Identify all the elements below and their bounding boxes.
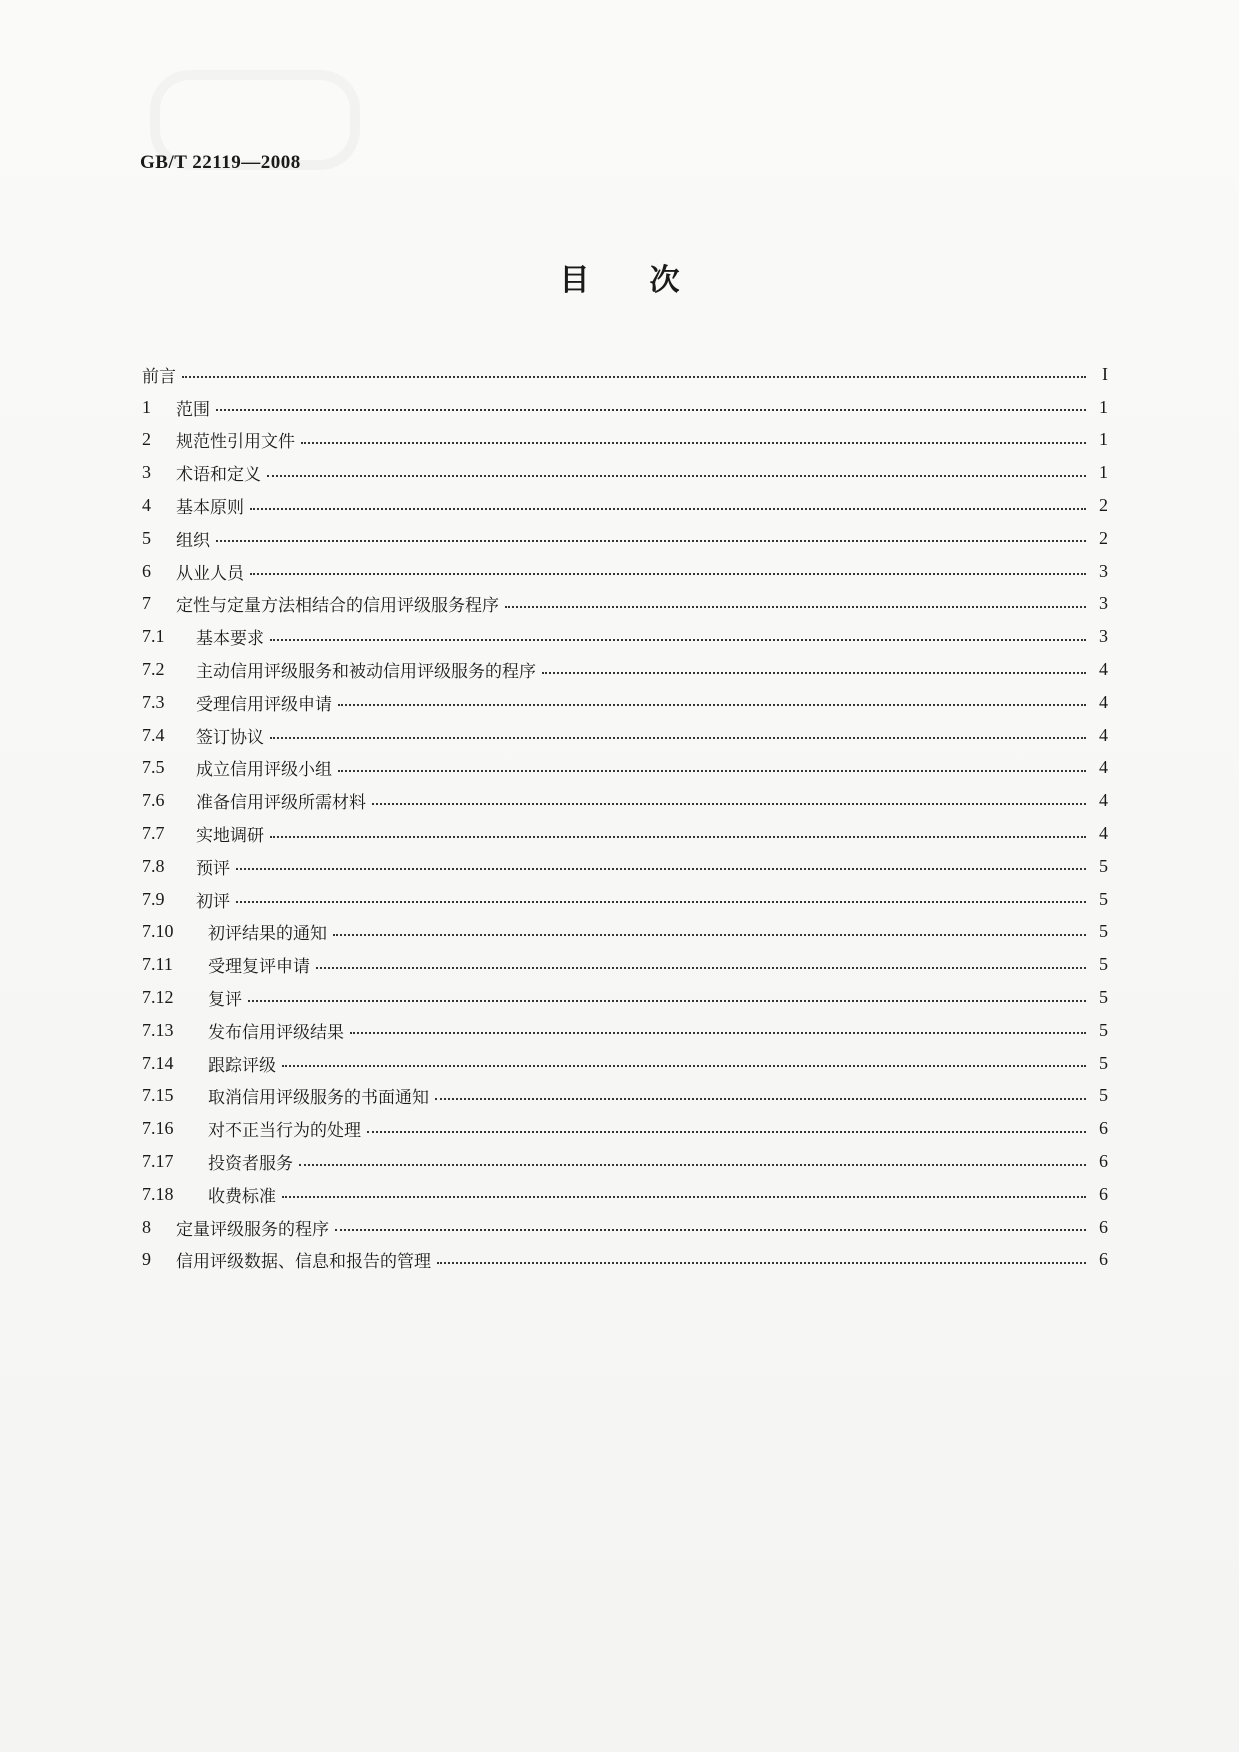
toc-entry-page: 3 — [1099, 626, 1108, 647]
toc-entry-page: 6 — [1099, 1183, 1108, 1204]
toc-entry[interactable] — [142, 358, 1108, 391]
toc-entry[interactable] — [142, 653, 1108, 686]
toc-entry-number: 7.12 — [142, 987, 174, 1008]
toc-entry[interactable] — [142, 1211, 1108, 1244]
toc-entry-label: 发布信用评级结果 — [208, 1022, 344, 1043]
toc-entry-number: 2 — [142, 429, 151, 450]
toc-entry[interactable] — [142, 883, 1108, 916]
toc-entry-label: 基本要求 — [196, 629, 264, 650]
toc-leader-dots — [250, 563, 1086, 575]
toc-entry-page: 4 — [1099, 724, 1108, 745]
toc-entry-label: 对不正当行为的处理 — [208, 1121, 361, 1142]
toc-entry-label: 签订协议 — [196, 727, 264, 748]
toc-entry-number: 7.18 — [142, 1183, 174, 1204]
toc-entry[interactable] — [142, 850, 1108, 883]
toc-entry-number: 7.7 — [142, 823, 165, 844]
toc-entry-number: 7.17 — [142, 1151, 174, 1172]
toc-entry-label: 从业人员 — [176, 563, 244, 584]
toc-entry-label: 跟踪评级 — [208, 1055, 276, 1076]
toc-entry-label: 术语和定义 — [176, 465, 261, 486]
toc-leader-dots — [542, 662, 1086, 674]
toc-leader-dots — [437, 1252, 1086, 1264]
toc-leader-dots — [316, 957, 1086, 969]
toc-entry-label: 复评 — [208, 990, 242, 1011]
toc-entry-number: 7.9 — [142, 888, 165, 909]
toc-entry-label: 定量评级服务的程序 — [176, 1219, 329, 1240]
toc-entry-label: 成立信用评级小组 — [196, 760, 332, 781]
toc-entry-label: 组织 — [176, 530, 210, 551]
toc-entry-number: 7.2 — [142, 659, 165, 680]
toc-leader-dots — [338, 760, 1086, 772]
toc-entry[interactable] — [142, 948, 1108, 981]
toc-leader-dots — [367, 1121, 1086, 1133]
toc-leader-dots — [282, 1055, 1086, 1067]
toc-entry[interactable] — [142, 1047, 1108, 1080]
toc-entry-page: 2 — [1099, 527, 1108, 548]
toc-entry-number: 4 — [142, 495, 151, 516]
toc-leader-dots — [216, 399, 1086, 411]
toc-entry-number: 7 — [142, 593, 151, 614]
toc-entry[interactable] — [142, 620, 1108, 653]
toc-leader-dots — [282, 1186, 1086, 1198]
toc-entry-label: 受理复评申请 — [208, 957, 310, 978]
toc-entry-page: 6 — [1099, 1249, 1108, 1270]
toc-leader-dots — [270, 826, 1086, 838]
toc-entry[interactable] — [142, 1178, 1108, 1211]
toc-entry-page: 5 — [1099, 921, 1108, 942]
toc-entry-label: 预评 — [196, 858, 230, 879]
toc-entry-page: 6 — [1099, 1151, 1108, 1172]
toc-entry-page: 4 — [1099, 691, 1108, 712]
standard-code: GB/T 22119—2008 — [140, 152, 301, 173]
toc-leader-dots — [182, 366, 1086, 378]
toc-entry-number: 3 — [142, 462, 151, 483]
toc-leader-dots — [335, 1219, 1086, 1231]
toc-entry[interactable] — [142, 588, 1108, 621]
toc-entry[interactable] — [142, 1080, 1108, 1113]
toc-entry-page: I — [1102, 363, 1108, 384]
toc-entry-number: 5 — [142, 527, 151, 548]
toc-entry-label: 投资者服务 — [208, 1154, 293, 1175]
toc-entry-page: 4 — [1099, 823, 1108, 844]
toc-leader-dots — [236, 858, 1086, 870]
toc-entry[interactable] — [142, 784, 1108, 817]
toc-entry-number: 7.3 — [142, 691, 165, 712]
toc-leader-dots — [505, 596, 1086, 608]
toc-entry[interactable] — [142, 981, 1108, 1014]
toc-entry-page: 5 — [1099, 987, 1108, 1008]
toc-entry-number: 7.13 — [142, 1019, 174, 1040]
toc-entry-label: 规范性引用文件 — [176, 432, 295, 453]
toc-entry-page: 5 — [1099, 954, 1108, 975]
toc-entry[interactable] — [142, 916, 1108, 949]
toc-entry[interactable] — [142, 424, 1108, 457]
toc-entry-number: 7.5 — [142, 757, 165, 778]
toc-entry-number: 6 — [142, 560, 151, 581]
toc-entry[interactable] — [142, 1014, 1108, 1047]
toc-leader-dots — [270, 727, 1086, 739]
toc-entry-page: 5 — [1099, 1052, 1108, 1073]
toc-leader-dots — [301, 432, 1086, 444]
table-of-contents — [142, 358, 1108, 1276]
toc-leader-dots — [299, 1154, 1086, 1166]
toc-entry-page: 1 — [1099, 429, 1108, 450]
toc-entry-page: 4 — [1099, 790, 1108, 811]
toc-entry[interactable] — [142, 686, 1108, 719]
toc-entry-number: 7.14 — [142, 1052, 174, 1073]
toc-entry-number: 7.8 — [142, 855, 165, 876]
toc-entry[interactable] — [142, 817, 1108, 850]
toc-entry[interactable] — [142, 456, 1108, 489]
toc-entry-label: 信用评级数据、信息和报告的管理 — [176, 1252, 431, 1273]
toc-entry-label: 初评 — [196, 891, 230, 912]
toc-leader-dots — [216, 530, 1086, 542]
toc-entry-label: 范围 — [176, 399, 210, 420]
toc-entry-label: 准备信用评级所需材料 — [196, 793, 366, 814]
page-title: 目次 — [559, 263, 740, 298]
toc-entry-number: 7.10 — [142, 921, 174, 942]
toc-entry[interactable] — [142, 391, 1108, 424]
toc-entry-label: 基本原则 — [176, 498, 244, 519]
toc-entry-label: 实地调研 — [196, 826, 264, 847]
toc-entry-number: 7.6 — [142, 790, 165, 811]
toc-entry-page: 5 — [1099, 888, 1108, 909]
toc-entry-number: 7.16 — [142, 1118, 174, 1139]
toc-entry-page: 6 — [1099, 1118, 1108, 1139]
toc-entry-label: 取消信用评级服务的书面通知 — [208, 1088, 429, 1109]
toc-entry[interactable] — [142, 1145, 1108, 1178]
toc-entry-page: 1 — [1099, 396, 1108, 417]
toc-entry[interactable] — [142, 555, 1108, 588]
toc-entry-page: 3 — [1099, 593, 1108, 614]
toc-entry[interactable] — [142, 752, 1108, 785]
toc-entry[interactable] — [142, 1244, 1108, 1277]
toc-entry-page: 5 — [1099, 1085, 1108, 1106]
toc-entry[interactable] — [142, 489, 1108, 522]
toc-entry-label: 受理信用评级申请 — [196, 694, 332, 715]
toc-entry-label: 收费标准 — [208, 1186, 276, 1207]
toc-leader-dots — [372, 793, 1086, 805]
toc-entry-number: 7.1 — [142, 626, 165, 647]
toc-entry-number: 7.11 — [142, 954, 173, 975]
toc-entry[interactable] — [142, 719, 1108, 752]
toc-entry-number: 7.15 — [142, 1085, 174, 1106]
toc-entry-page: 1 — [1099, 462, 1108, 483]
toc-entry-number: 7.4 — [142, 724, 165, 745]
toc-entry-number: 9 — [142, 1249, 151, 1270]
toc-entry-page: 3 — [1099, 560, 1108, 581]
toc-leader-dots — [270, 629, 1086, 641]
toc-leader-dots — [248, 990, 1086, 1002]
toc-entry-page: 2 — [1099, 495, 1108, 516]
toc-entry-label: 定性与定量方法相结合的信用评级服务程序 — [176, 596, 499, 617]
toc-entry[interactable] — [142, 1112, 1108, 1145]
toc-entry-page: 4 — [1099, 757, 1108, 778]
toc-leader-dots — [250, 498, 1086, 510]
toc-entry-label: 前言 — [142, 366, 176, 387]
toc-leader-dots — [236, 891, 1086, 903]
toc-leader-dots — [267, 465, 1086, 477]
toc-entry-page: 5 — [1099, 855, 1108, 876]
toc-leader-dots — [333, 924, 1086, 936]
toc-entry[interactable] — [142, 522, 1108, 555]
toc-leader-dots — [350, 1022, 1086, 1034]
toc-entry-label: 主动信用评级服务和被动信用评级服务的程序 — [196, 662, 536, 683]
toc-entry-number: 8 — [142, 1216, 151, 1237]
toc-leader-dots — [435, 1088, 1086, 1100]
toc-entry-page: 4 — [1099, 659, 1108, 680]
toc-entry-label: 初评结果的通知 — [208, 924, 327, 945]
toc-leader-dots — [338, 694, 1086, 706]
toc-entry-page: 5 — [1099, 1019, 1108, 1040]
toc-entry-page: 6 — [1099, 1216, 1108, 1237]
toc-entry-number: 1 — [142, 396, 151, 417]
